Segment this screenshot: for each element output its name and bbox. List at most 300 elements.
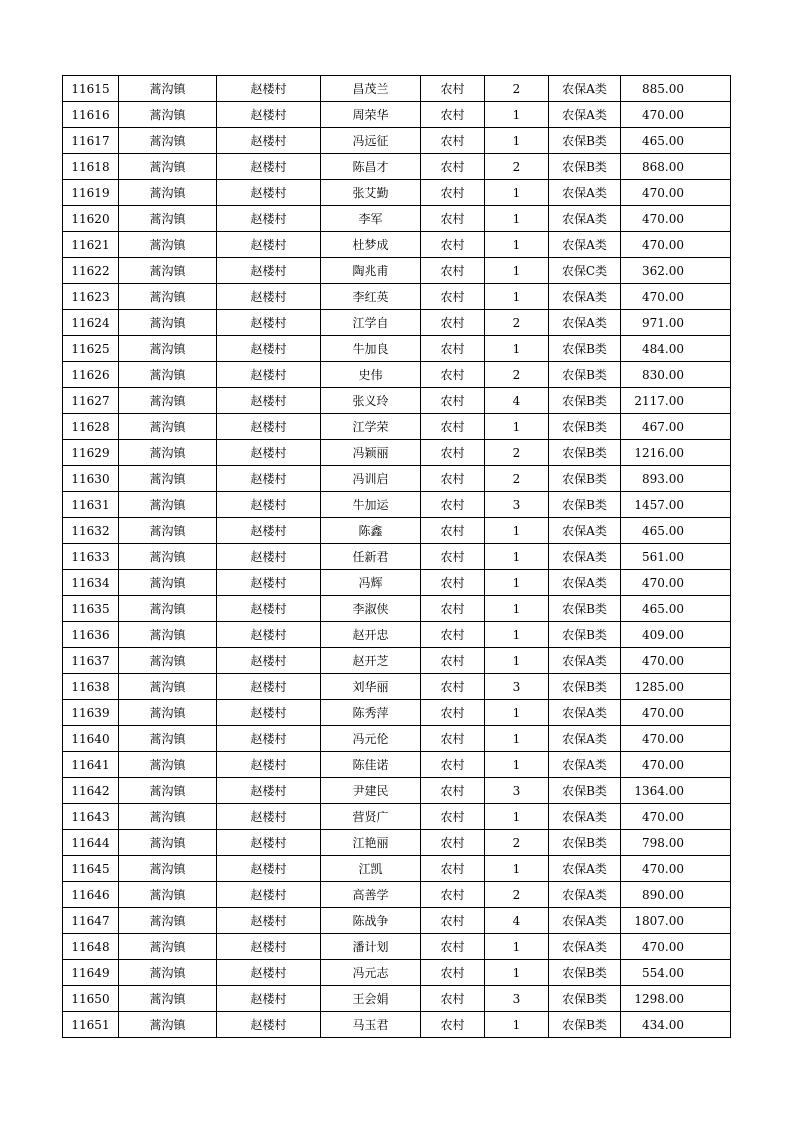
cell-village: 赵楼村 [217,466,321,492]
cell-person-name: 昌茂兰 [321,76,421,102]
table-row [63,284,731,310]
cell-person-count: 1 [485,856,549,882]
cell-amount: 470.00 [621,700,731,726]
cell-town: 蒿沟镇 [119,336,217,362]
cell-amount: 470.00 [621,752,731,778]
cell-insurance-category: 农保B类 [549,128,621,154]
cell-insurance-category: 农保A类 [549,76,621,102]
cell-town: 蒿沟镇 [119,128,217,154]
cell-person-count: 1 [485,1012,549,1038]
cell-residence-type: 农村 [421,128,485,154]
cell-amount: 470.00 [621,856,731,882]
table-row [63,726,731,752]
cell-person-count: 2 [485,882,549,908]
cell-residence-type: 农村 [421,284,485,310]
cell-person-name: 江艳丽 [321,830,421,856]
cell-town: 蒿沟镇 [119,570,217,596]
cell-person-count: 1 [485,180,549,206]
cell-id: 11642 [63,778,119,804]
table-row [63,752,731,778]
cell-village: 赵楼村 [217,206,321,232]
cell-residence-type: 农村 [421,648,485,674]
table-row [63,492,731,518]
cell-village: 赵楼村 [217,128,321,154]
cell-amount: 470.00 [621,180,731,206]
cell-town: 蒿沟镇 [119,310,217,336]
table-row [63,934,731,960]
cell-person-name: 冯元志 [321,960,421,986]
cell-person-count: 1 [485,700,549,726]
cell-insurance-category: 农保A类 [549,908,621,934]
cell-village: 赵楼村 [217,700,321,726]
table-row [63,700,731,726]
cell-person-count: 1 [485,726,549,752]
cell-insurance-category: 农保A类 [549,518,621,544]
cell-residence-type: 农村 [421,934,485,960]
cell-insurance-category: 农保A类 [549,206,621,232]
cell-person-name: 尹建民 [321,778,421,804]
cell-village: 赵楼村 [217,596,321,622]
cell-town: 蒿沟镇 [119,726,217,752]
cell-id: 11646 [63,882,119,908]
table-row [63,778,731,804]
cell-id: 11623 [63,284,119,310]
cell-id: 11645 [63,856,119,882]
cell-insurance-category: 农保A类 [549,180,621,206]
cell-residence-type: 农村 [421,596,485,622]
cell-residence-type: 农村 [421,960,485,986]
cell-person-count: 1 [485,336,549,362]
cell-id: 11622 [63,258,119,284]
cell-village: 赵楼村 [217,492,321,518]
cell-person-name: 潘计划 [321,934,421,960]
cell-id: 11625 [63,336,119,362]
cell-person-name: 高善学 [321,882,421,908]
cell-amount: 470.00 [621,570,731,596]
cell-residence-type: 农村 [421,414,485,440]
cell-insurance-category: 农保A类 [549,804,621,830]
table-row [63,960,731,986]
cell-insurance-category: 农保B类 [549,1012,621,1038]
cell-village: 赵楼村 [217,414,321,440]
cell-person-name: 牛加良 [321,336,421,362]
cell-town: 蒿沟镇 [119,206,217,232]
cell-person-count: 1 [485,414,549,440]
cell-residence-type: 农村 [421,882,485,908]
table-row [63,466,731,492]
cell-person-name: 江学荣 [321,414,421,440]
cell-town: 蒿沟镇 [119,102,217,128]
cell-id: 11635 [63,596,119,622]
cell-id: 11619 [63,180,119,206]
cell-village: 赵楼村 [217,752,321,778]
cell-insurance-category: 农保A类 [549,934,621,960]
cell-person-count: 2 [485,310,549,336]
cell-person-name: 史伟 [321,362,421,388]
cell-person-name: 陈秀萍 [321,700,421,726]
cell-amount: 484.00 [621,336,731,362]
cell-insurance-category: 农保B类 [549,830,621,856]
cell-person-name: 马玉君 [321,1012,421,1038]
cell-town: 蒿沟镇 [119,232,217,258]
cell-insurance-category: 农保A类 [549,232,621,258]
cell-person-name: 李淑侠 [321,596,421,622]
cell-id: 11634 [63,570,119,596]
cell-residence-type: 农村 [421,908,485,934]
cell-person-name: 冯辉 [321,570,421,596]
cell-residence-type: 农村 [421,622,485,648]
cell-id: 11616 [63,102,119,128]
cell-village: 赵楼村 [217,180,321,206]
cell-village: 赵楼村 [217,648,321,674]
cell-person-name: 陈佳诺 [321,752,421,778]
cell-id: 11617 [63,128,119,154]
table-row [63,128,731,154]
cell-village: 赵楼村 [217,908,321,934]
cell-person-count: 1 [485,960,549,986]
cell-residence-type: 农村 [421,206,485,232]
cell-town: 蒿沟镇 [119,388,217,414]
cell-village: 赵楼村 [217,804,321,830]
cell-person-name: 陈战争 [321,908,421,934]
cell-town: 蒿沟镇 [119,492,217,518]
table-row [63,388,731,414]
cell-person-name: 江学自 [321,310,421,336]
cell-village: 赵楼村 [217,518,321,544]
cell-id: 11631 [63,492,119,518]
cell-person-count: 1 [485,752,549,778]
cell-amount: 470.00 [621,648,731,674]
cell-town: 蒿沟镇 [119,700,217,726]
table-row [63,310,731,336]
cell-residence-type: 农村 [421,1012,485,1038]
cell-person-name: 陶兆甫 [321,258,421,284]
cell-id: 11624 [63,310,119,336]
cell-residence-type: 农村 [421,102,485,128]
cell-person-count: 2 [485,466,549,492]
cell-village: 赵楼村 [217,388,321,414]
cell-amount: 1298.00 [621,986,731,1012]
cell-person-count: 1 [485,232,549,258]
cell-amount: 890.00 [621,882,731,908]
cell-town: 蒿沟镇 [119,674,217,700]
cell-id: 11638 [63,674,119,700]
cell-insurance-category: 农保B类 [549,986,621,1012]
table-row [63,102,731,128]
cell-amount: 470.00 [621,102,731,128]
cell-residence-type: 农村 [421,466,485,492]
cell-village: 赵楼村 [217,232,321,258]
cell-amount: 868.00 [621,154,731,180]
cell-amount: 830.00 [621,362,731,388]
cell-insurance-category: 农保A类 [549,856,621,882]
table-row [63,882,731,908]
cell-village: 赵楼村 [217,882,321,908]
cell-town: 蒿沟镇 [119,76,217,102]
cell-person-count: 1 [485,102,549,128]
cell-insurance-category: 农保A类 [549,700,621,726]
cell-village: 赵楼村 [217,622,321,648]
cell-residence-type: 农村 [421,726,485,752]
cell-id: 11643 [63,804,119,830]
cell-village: 赵楼村 [217,440,321,466]
cell-amount: 1364.00 [621,778,731,804]
table-row [63,414,731,440]
cell-village: 赵楼村 [217,856,321,882]
table-row [63,180,731,206]
cell-town: 蒿沟镇 [119,882,217,908]
table-row [63,544,731,570]
table-row [63,648,731,674]
cell-id: 11615 [63,76,119,102]
cell-id: 11626 [63,362,119,388]
cell-town: 蒿沟镇 [119,362,217,388]
cell-amount: 470.00 [621,934,731,960]
cell-town: 蒿沟镇 [119,154,217,180]
cell-person-name: 杜梦成 [321,232,421,258]
cell-village: 赵楼村 [217,986,321,1012]
cell-village: 赵楼村 [217,726,321,752]
cell-person-count: 4 [485,908,549,934]
cell-person-count: 1 [485,804,549,830]
cell-residence-type: 农村 [421,674,485,700]
cell-insurance-category: 农保B类 [549,440,621,466]
cell-person-count: 1 [485,544,549,570]
cell-town: 蒿沟镇 [119,752,217,778]
cell-person-name: 周荣华 [321,102,421,128]
cell-person-name: 张艾勤 [321,180,421,206]
cell-town: 蒿沟镇 [119,804,217,830]
cell-id: 11627 [63,388,119,414]
cell-person-count: 1 [485,622,549,648]
cell-person-name: 冯颖丽 [321,440,421,466]
cell-insurance-category: 农保B类 [549,414,621,440]
cell-town: 蒿沟镇 [119,414,217,440]
cell-person-count: 1 [485,648,549,674]
cell-town: 蒿沟镇 [119,830,217,856]
cell-id: 11651 [63,1012,119,1038]
cell-town: 蒿沟镇 [119,986,217,1012]
cell-person-count: 1 [485,596,549,622]
cell-residence-type: 农村 [421,752,485,778]
cell-town: 蒿沟镇 [119,648,217,674]
cell-residence-type: 农村 [421,232,485,258]
cell-amount: 465.00 [621,596,731,622]
cell-amount: 885.00 [621,76,731,102]
table-row [63,856,731,882]
cell-village: 赵楼村 [217,934,321,960]
cell-amount: 465.00 [621,128,731,154]
cell-amount: 798.00 [621,830,731,856]
cell-insurance-category: 农保A类 [549,752,621,778]
cell-town: 蒿沟镇 [119,596,217,622]
cell-amount: 1807.00 [621,908,731,934]
cell-village: 赵楼村 [217,76,321,102]
cell-person-name: 李红英 [321,284,421,310]
cell-town: 蒿沟镇 [119,622,217,648]
cell-id: 11628 [63,414,119,440]
cell-person-count: 3 [485,492,549,518]
cell-id: 11620 [63,206,119,232]
cell-person-count: 4 [485,388,549,414]
cell-amount: 554.00 [621,960,731,986]
cell-insurance-category: 农保B类 [549,674,621,700]
table-row [63,570,731,596]
cell-town: 蒿沟镇 [119,908,217,934]
cell-person-count: 1 [485,570,549,596]
cell-person-count: 3 [485,674,549,700]
cell-amount: 1457.00 [621,492,731,518]
cell-id: 11636 [63,622,119,648]
cell-residence-type: 农村 [421,492,485,518]
cell-id: 11639 [63,700,119,726]
cell-person-count: 1 [485,206,549,232]
cell-insurance-category: 农保B类 [549,778,621,804]
table-row [63,830,731,856]
cell-village: 赵楼村 [217,544,321,570]
cell-insurance-category: 农保A类 [549,648,621,674]
cell-insurance-category: 农保B类 [549,622,621,648]
cell-person-name: 冯远征 [321,128,421,154]
cell-village: 赵楼村 [217,960,321,986]
table-row [63,76,731,102]
cell-id: 11647 [63,908,119,934]
cell-village: 赵楼村 [217,362,321,388]
table-row [63,986,731,1012]
table-row [63,804,731,830]
cell-person-name: 冯训启 [321,466,421,492]
cell-id: 11630 [63,466,119,492]
cell-person-count: 1 [485,258,549,284]
table-row [63,440,731,466]
cell-id: 11644 [63,830,119,856]
cell-amount: 470.00 [621,206,731,232]
cell-village: 赵楼村 [217,778,321,804]
cell-person-name: 张义玲 [321,388,421,414]
cell-amount: 470.00 [621,232,731,258]
cell-residence-type: 农村 [421,856,485,882]
cell-id: 11648 [63,934,119,960]
cell-amount: 470.00 [621,804,731,830]
cell-id: 11629 [63,440,119,466]
subsidy-table [62,75,731,1038]
cell-town: 蒿沟镇 [119,544,217,570]
cell-village: 赵楼村 [217,154,321,180]
cell-amount: 470.00 [621,284,731,310]
cell-insurance-category: 农保C类 [549,258,621,284]
cell-person-name: 江凯 [321,856,421,882]
cell-residence-type: 农村 [421,180,485,206]
cell-person-name: 王会娟 [321,986,421,1012]
cell-town: 蒿沟镇 [119,466,217,492]
cell-id: 11649 [63,960,119,986]
cell-amount: 561.00 [621,544,731,570]
cell-residence-type: 农村 [421,700,485,726]
cell-person-name: 陈鑫 [321,518,421,544]
cell-town: 蒿沟镇 [119,258,217,284]
cell-amount: 1216.00 [621,440,731,466]
cell-residence-type: 农村 [421,336,485,362]
cell-residence-type: 农村 [421,362,485,388]
cell-id: 11618 [63,154,119,180]
cell-amount: 971.00 [621,310,731,336]
cell-person-name: 任新君 [321,544,421,570]
cell-person-count: 3 [485,986,549,1012]
cell-id: 11641 [63,752,119,778]
table-row [63,206,731,232]
cell-insurance-category: 农保A类 [549,570,621,596]
cell-insurance-category: 农保B类 [549,596,621,622]
cell-insurance-category: 农保B类 [549,492,621,518]
cell-id: 11633 [63,544,119,570]
cell-village: 赵楼村 [217,336,321,362]
cell-person-count: 3 [485,778,549,804]
cell-amount: 362.00 [621,258,731,284]
cell-town: 蒿沟镇 [119,934,217,960]
cell-amount: 893.00 [621,466,731,492]
cell-insurance-category: 农保B类 [549,466,621,492]
cell-residence-type: 农村 [421,804,485,830]
cell-amount: 2117.00 [621,388,731,414]
cell-id: 11640 [63,726,119,752]
cell-amount: 434.00 [621,1012,731,1038]
cell-residence-type: 农村 [421,986,485,1012]
cell-residence-type: 农村 [421,830,485,856]
table-row [63,908,731,934]
cell-village: 赵楼村 [217,674,321,700]
cell-insurance-category: 农保B类 [549,388,621,414]
cell-residence-type: 农村 [421,544,485,570]
cell-person-count: 2 [485,440,549,466]
cell-id: 11650 [63,986,119,1012]
cell-person-name: 牛加运 [321,492,421,518]
cell-village: 赵楼村 [217,310,321,336]
cell-person-name: 陈昌才 [321,154,421,180]
cell-insurance-category: 农保A类 [549,284,621,310]
cell-insurance-category: 农保A类 [549,882,621,908]
cell-village: 赵楼村 [217,830,321,856]
cell-amount: 465.00 [621,518,731,544]
cell-residence-type: 农村 [421,154,485,180]
cell-village: 赵楼村 [217,102,321,128]
cell-residence-type: 农村 [421,440,485,466]
cell-residence-type: 农村 [421,570,485,596]
cell-village: 赵楼村 [217,1012,321,1038]
cell-town: 蒿沟镇 [119,778,217,804]
cell-id: 11637 [63,648,119,674]
cell-residence-type: 农村 [421,310,485,336]
cell-residence-type: 农村 [421,388,485,414]
cell-insurance-category: 农保B类 [549,154,621,180]
cell-residence-type: 农村 [421,518,485,544]
cell-insurance-category: 农保B类 [549,960,621,986]
cell-insurance-category: 农保A类 [549,310,621,336]
table-row [63,154,731,180]
cell-person-name: 冯元伦 [321,726,421,752]
cell-town: 蒿沟镇 [119,1012,217,1038]
table-row [63,336,731,362]
cell-town: 蒿沟镇 [119,518,217,544]
cell-insurance-category: 农保B类 [549,362,621,388]
cell-village: 赵楼村 [217,284,321,310]
cell-person-name: 赵开忠 [321,622,421,648]
table-row [63,596,731,622]
table-row [63,1012,731,1038]
cell-person-name: 刘华丽 [321,674,421,700]
cell-amount: 467.00 [621,414,731,440]
cell-person-count: 1 [485,934,549,960]
cell-person-name: 营贤广 [321,804,421,830]
